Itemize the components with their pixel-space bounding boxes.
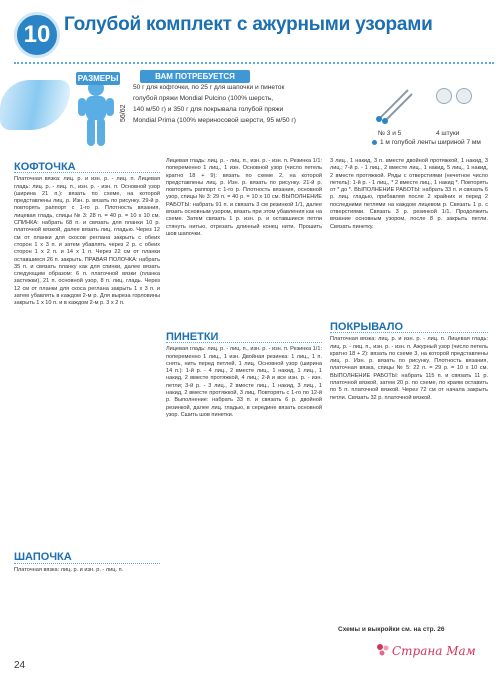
- sizes-tag: РАЗМЕРЫ: [77, 74, 119, 83]
- watermark-text: Страна Мам: [392, 644, 476, 658]
- page-number: 24: [14, 660, 26, 671]
- article-header: [14, 10, 494, 66]
- materials-line: 50 г для кофточки, по 25 г для шапочки и пинеток: [133, 84, 285, 91]
- button-icon: [436, 88, 452, 104]
- materials-line: Mondial Prima (100% мериносовой шерсти, 95 м/50 г): [133, 117, 296, 124]
- column-jacket: [14, 158, 160, 574]
- ribbon-note: [372, 139, 481, 146]
- jacket-instructions: Платочная вязка: лиц. р. и изн. р. - лиц. п. Лицевая гладь: лиц. р. - лиц. п., изн. р. - изн. п. Основной узор (ширина 21 п.): вязать по схеме, на которой представлены лиц. р. Изн. р. вязать по рисунку. 29-й р. повторять раппорт с 1-го р. Плотность вязания, лицевая гладь, спицы № 3: 28 п. = 40 р. = 10 х 10 см. СПИНКА: набрать 68 п. и связать для планки 10 р. платочной вязкой, далее вязать лиц. гладью. Через 12 см от планки для скосов реглана закрыть с обеих сторон 1 х 3 п. и затем убавлять через 2 р. с обеих сторон 1 х 2 п. и 14 х 1 п. Через 22 см от планки оставшиеся 26 п. закрыть. ПРАВАЯ ПОЛОЧКА: набрать 35 п. и связать планку как для спинки, далее вязать следующим образом: 6 п. платочной вязки (планка застежки), 21 п. основной узор, 8 п. лиц. гладь. Через 12 см от планки для скоса реглана закрыть 1 х 3 п. и затем убавлять в каждом 2-м р. Для выреза горловины закрыть 1 х 10 п. и в каждом 2-м р. 3 х 2 п.: [14, 176, 160, 307]
- booties-instructions: Лицевая гладь: лиц. р. - лиц. п., изн. р. - изн. п. Резинка 1/1: попеременно 1 лиц., 1 изн. Двойная резинка: 1 лиц., 1 п. снять, нить перед петлей, 1 лиц. Основной узор (ширина 14 п.): 1-й р. - 4 лиц., 2 вместе лиц., 1 накид, 1 лиц., 1 накид, 2 вместе протяжкой, 4 лиц.; 2-й и все изн. р. - изн. петли; 3-й р. - 3 лиц., 2 вместе лиц., 1 накид, 3 лиц., 1 накид, 2 вместе протяжкой, 3 лиц. Повторять с 1-го по 12-й р. Выполнение: набрать 33 п. и связать 6 р. двойной резинкой, далее лиц. гладью, в середине вязать основной узор. Сшить шов пинетки.: [166, 346, 322, 418]
- baby-figure-icon: [78, 78, 114, 150]
- article-title: Голубой комплект с ажурными узорами: [64, 14, 433, 35]
- header-divider: [14, 62, 494, 64]
- blanket-instructions: Платочная вязка: лиц. р. и изн. р. - лиц. п. Лицевая гладь: лиц. р. - лиц. п., изн. р. - изн. п. Ажурный узор (число петель кратно 18 + 2): вязать по схеме 3, на которой представлены лиц. р. Изн. р. вязать по рисунку. Плотность вязания, платочная вязка, спицы № 5: 22 п. = 29 р. = 10 х 10 см. ВЫПОЛНЕНИЕ РАБОТЫ: набрать 115 п. и связать 11 р. платочной вязкой, затем 20 р. по схеме, по краям оставить по 5 п. платочной вязкой. Через 72 см от начала закрыть петли. Связать 32 р. платочной вязкой.: [330, 336, 488, 401]
- knitting-needles-icon: [374, 86, 414, 126]
- section-title-booties: ПИНЕТКИ: [166, 334, 322, 343]
- buttons-label: 4 штуки: [436, 130, 460, 137]
- column-booties: [166, 158, 322, 646]
- materials-list: [133, 82, 373, 126]
- booties-instructions-cont: 3 лиц., 1 накид, 3 п. вместе двойной протяжкой, 1 накид, 3 лиц.; 7-й р. - 1 лиц., 2 вместе лиц., 1 накид, 5 лиц., 1 накид, 2 вместе протяжкой. Ряды с отверстиями (нечетное число петель): 1-й р. - 1 лиц., * 2 вместе лиц., 1 накид *. Повторять от * до *. ВЫПОЛНЕНИЕ РАБОТЫ: набрать 33 п. и связать 6 р. лиц. гладью, прибавляя после 2 крайних и перед 2 последними петлями на каждом лицевом р. Связать 1 р. с отверстиями. Связать 3 р. резинкой 1/1. Продолжить вязание основным узором, после 8 р. закрыть петли. Связать пинетку.: [330, 158, 488, 230]
- schemes-footnote: Схемы и выкройки см. на стр. 26: [338, 626, 445, 633]
- section-title-blanket: ПОКРЫВАЛО: [330, 324, 488, 333]
- buttons-icon: [434, 88, 474, 109]
- hat-instructions-cont: Лицевая гладь: лиц. р. - лиц. п., изн. р. - изн. п. Резинка 1/1: попеременно 1 лиц., 1 изн. Основной узор (число петель кратно 18 + 9): вязать по схеме 2, на которой представлены лиц. р. Изн. р. вязать по рисунку. 21-й р. повторять раппорт с 1-го р. Плотность вязания, основной узор, спицы № 3: 29 п. = 40 р. = 10 х 10 см. ВЫПОЛНЕНИЕ РАБОТЫ: набрать 91 п. и связать 3 см резинкой 1/1, далее вязать основным узором, вязать при этом убавления как на схеме. Затем связать 1 р. изн. р. и оставшиеся петли стянуть нитью, отрезать длинный конец нити. Прошить шов шапочки.: [166, 158, 322, 237]
- article-number: 10: [14, 12, 60, 58]
- hat-instructions: Платочная вязка: лиц. р. и изн. р. - лиц. п.: [14, 566, 124, 573]
- yarn-swatch-decoration: [0, 80, 70, 130]
- watermark-logo-icon: [376, 643, 390, 657]
- section-title-jacket: КОФТОЧКА: [14, 164, 160, 173]
- section-title-hat: ШАПОЧКА: [14, 554, 160, 563]
- sizes-value: 56/62: [120, 104, 127, 122]
- ribbon-label: 1 м голубой ленты шириной 7 мм: [380, 139, 481, 146]
- needles-label: № 3 и 5: [378, 130, 402, 137]
- materials-line: голубой пряжи Mondial Pulcino (100% шерсть,: [133, 95, 274, 102]
- button-icon: [456, 88, 472, 104]
- materials-line: 140 м/50 г) и 350 г для покрывала голубой пряжи: [133, 106, 284, 113]
- column-blanket: [330, 158, 488, 614]
- materials-tag: ВАМ ПОТРЕБУЕТСЯ: [140, 70, 250, 83]
- bullet-icon: [372, 140, 377, 145]
